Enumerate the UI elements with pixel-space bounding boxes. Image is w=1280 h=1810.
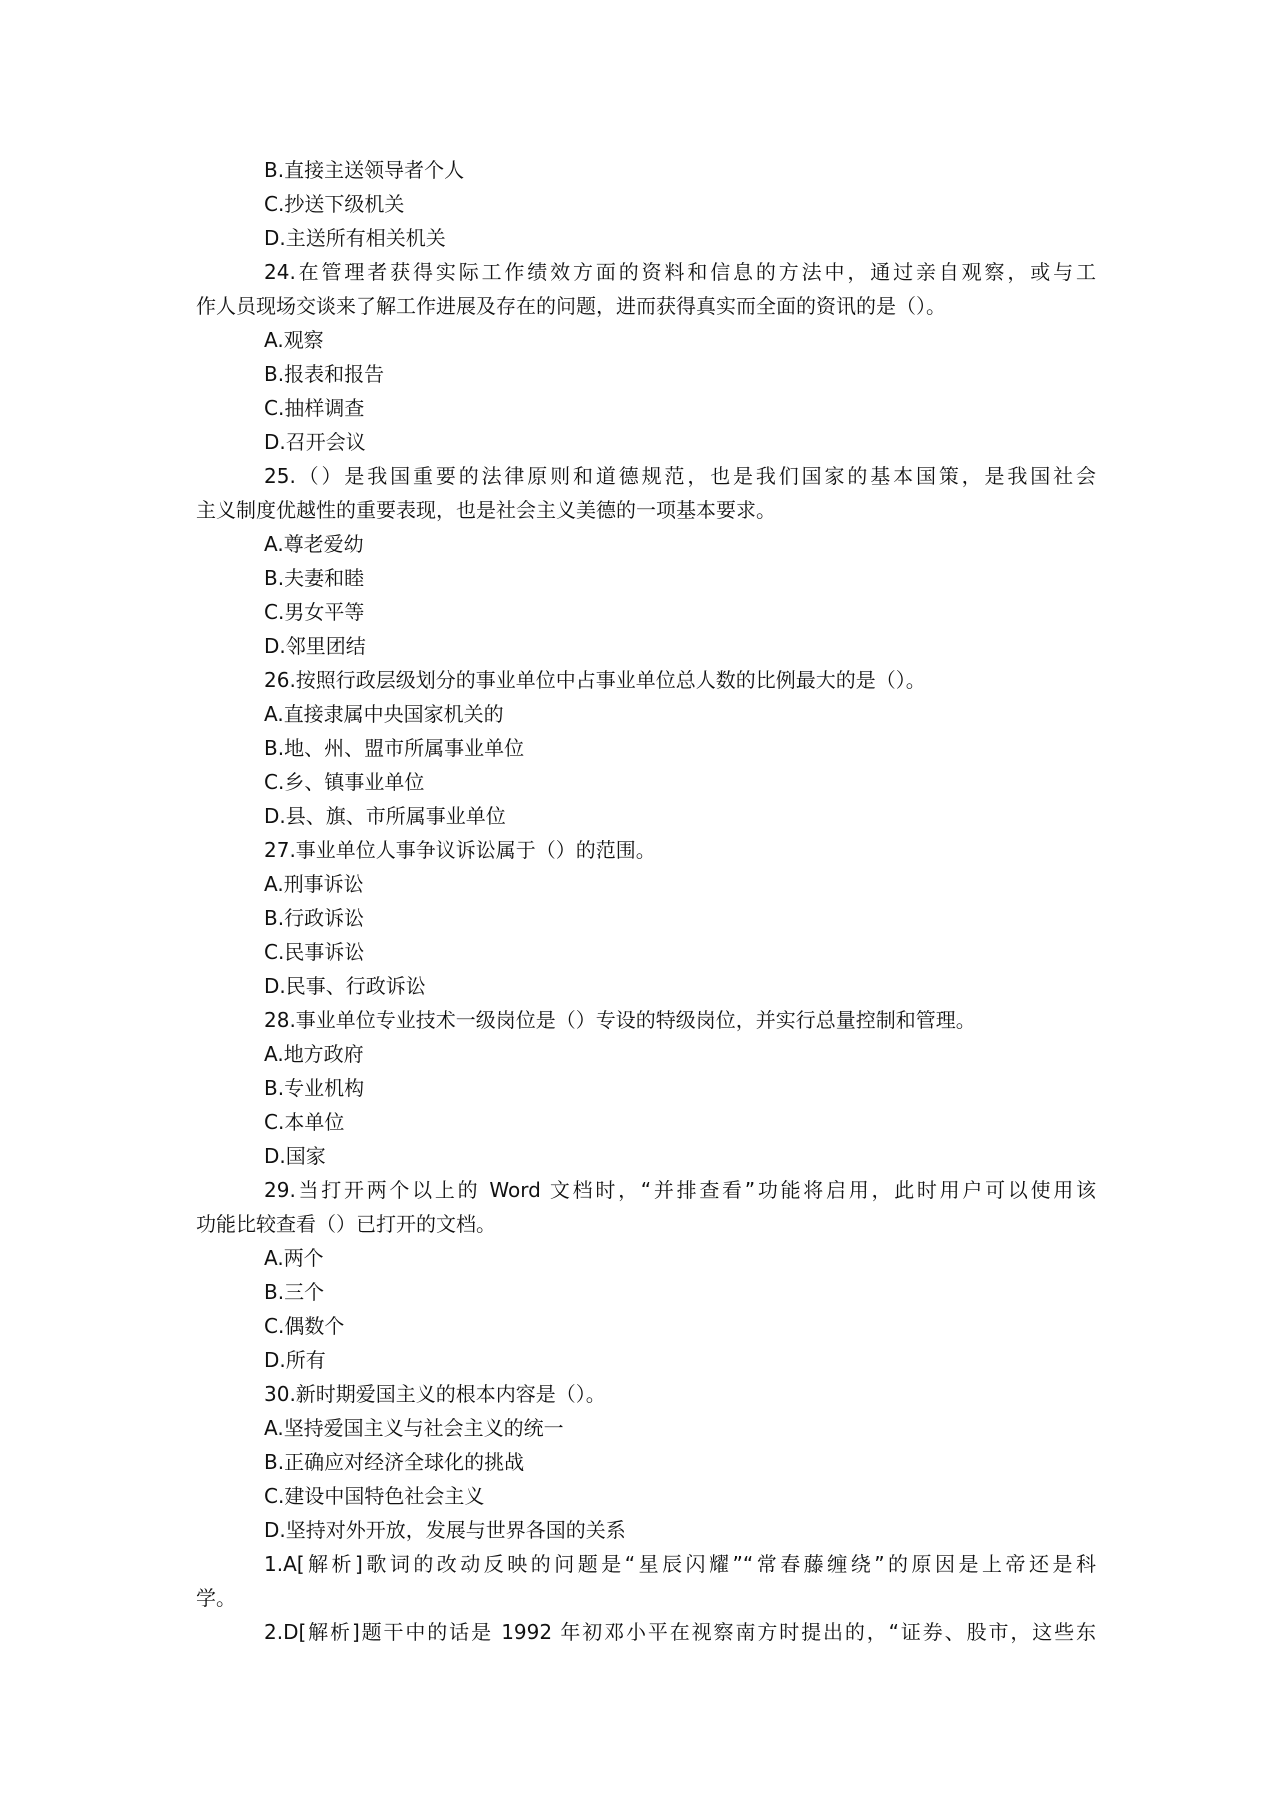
question-28: 28.事业单位专业技术一级岗位是（）专设的特级岗位，并实行总量控制和管理。 [264, 1008, 976, 1032]
option-29-d: D.所有 [264, 1348, 326, 1372]
option-27-c: C.民事诉讼 [264, 940, 365, 964]
question-27: 27.事业单位人事争议诉讼属于（）的范围。 [264, 838, 656, 862]
option-23-b: B.直接主送领导者个人 [264, 158, 465, 182]
question-26: 26.按照行政层级划分的事业单位中占事业单位总人数的比例最大的是（）。 [264, 668, 926, 692]
option-23-d: D.主送所有相关机关 [264, 226, 446, 250]
option-29-b: B.三个 [264, 1280, 325, 1304]
option-28-c: C.本单位 [264, 1110, 345, 1134]
document-page [196, 153, 1096, 1649]
answer-1-line-2: 学。 [196, 1586, 236, 1610]
option-25-b: B.夫妻和睦 [264, 566, 365, 590]
question-30: 30.新时期爱国主义的根本内容是（）。 [264, 1382, 606, 1406]
option-26-d: D.县、旗、市所属事业单位 [264, 804, 506, 828]
option-27-a: A.刑事诉讼 [264, 872, 364, 896]
option-26-b: B.地、州、盟市所属事业单位 [264, 736, 525, 760]
option-26-a: A.直接隶属中央国家机关的 [264, 702, 504, 726]
option-24-d: D.召开会议 [264, 430, 366, 454]
option-28-d: D.国家 [264, 1144, 326, 1168]
option-30-c: C.建设中国特色社会主义 [264, 1484, 485, 1508]
question-25-line-1: 25.（）是我国重要的法律原则和道德规范，也是我们国家的基本国策，是我国社会 [264, 464, 1096, 488]
option-30-b: B.正确应对经济全球化的挑战 [264, 1450, 525, 1474]
option-23-c: C.抄送下级机关 [264, 192, 405, 216]
option-24-b: B.报表和报告 [264, 362, 385, 386]
option-24-a: A.观察 [264, 328, 324, 352]
option-27-d: D.民事、行政诉讼 [264, 974, 426, 998]
option-26-c: C.乡、镇事业单位 [264, 770, 425, 794]
answer-1-line-1: 1.A[解析]歌词的改动反映的问题是“星辰闪耀”“常春藤缠绕”的原因是上帝还是科 [264, 1552, 1096, 1576]
option-27-b: B.行政诉讼 [264, 906, 365, 930]
option-28-b: B.专业机构 [264, 1076, 365, 1100]
question-24-line-1: 24.在管理者获得实际工作绩效方面的资料和信息的方法中，通过亲自观察，或与工 [264, 260, 1096, 284]
question-24-line-2: 作人员现场交谈来了解工作进展及存在的问题，进而获得真实而全面的资讯的是（）。 [196, 294, 946, 318]
question-25-line-2: 主义制度优越性的重要表现，也是社会主义美德的一项基本要求。 [196, 498, 776, 522]
option-29-a: A.两个 [264, 1246, 324, 1270]
question-29-line-1: 29.当打开两个以上的 Word 文档时，“并排查看”功能将启用，此时用户可以使用该 [264, 1178, 1096, 1202]
option-24-c: C.抽样调查 [264, 396, 365, 420]
answer-2-line-1: 2.D[解析]题干中的话是 1992 年初邓小平在视察南方时提出的，“证券、股市，这些东 [264, 1620, 1096, 1644]
option-25-c: C.男女平等 [264, 600, 365, 624]
option-25-a: A.尊老爱幼 [264, 532, 364, 556]
option-29-c: C.偶数个 [264, 1314, 345, 1338]
option-25-d: D.邻里团结 [264, 634, 366, 658]
option-30-a: A.坚持爱国主义与社会主义的统一 [264, 1416, 564, 1440]
option-30-d: D.坚持对外开放，发展与世界各国的关系 [264, 1518, 626, 1542]
option-28-a: A.地方政府 [264, 1042, 364, 1066]
question-29-line-2: 功能比较查看（）已打开的文档。 [196, 1212, 496, 1236]
